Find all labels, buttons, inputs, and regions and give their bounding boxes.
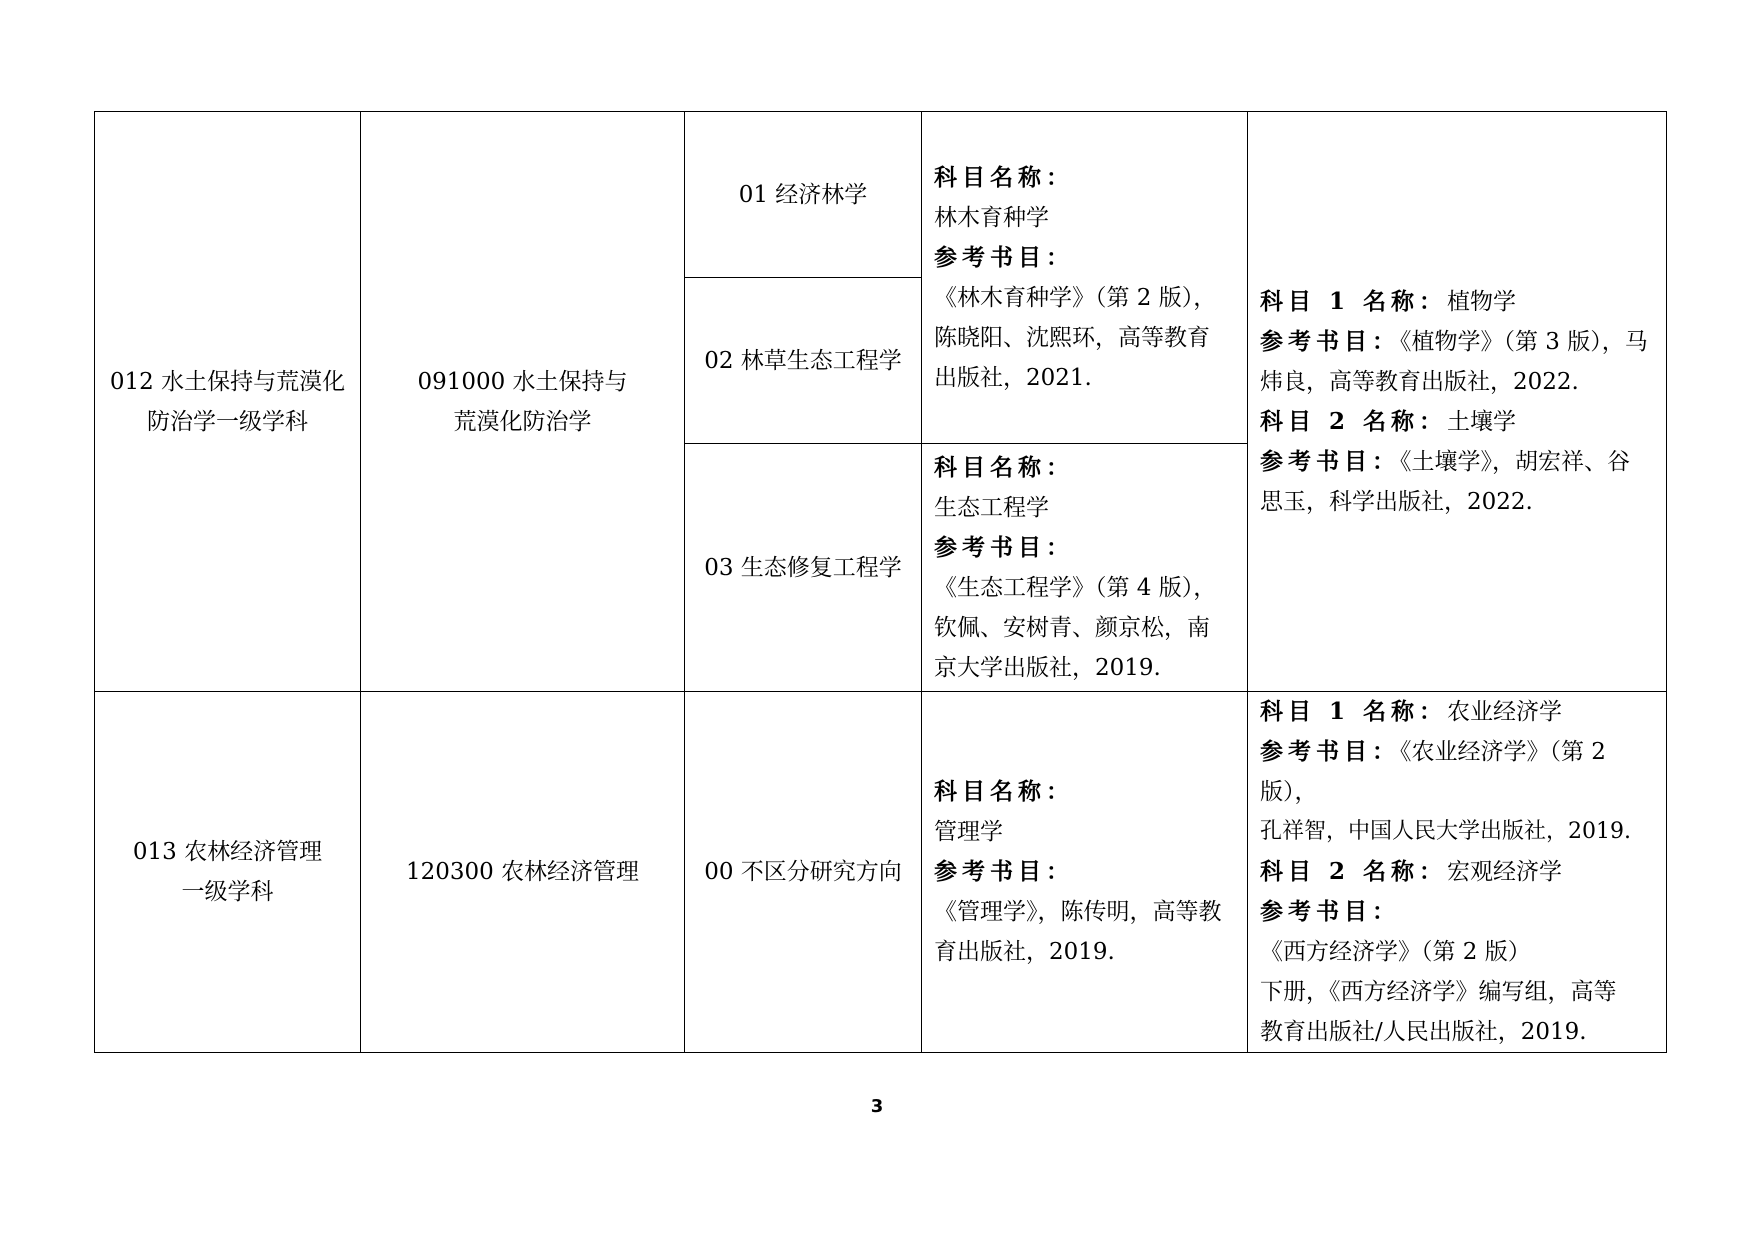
retest-label: 科目 2 名称：	[1260, 407, 1448, 435]
direction-cell: 00 不区分研究方向	[685, 692, 922, 1053]
book-line: 《生态工程学》（第 4 版），	[934, 574, 1217, 601]
retest-label: 参考书目：	[1260, 738, 1400, 765]
books-label: 参考书目：	[934, 858, 1074, 885]
discipline-line: 防治学一级学科	[147, 408, 308, 435]
books-label: 参考书目：	[934, 243, 1074, 271]
retest-label: 参考书目：	[1260, 898, 1400, 925]
retest-label: 参考书目：	[1260, 327, 1400, 355]
programs-table	[94, 111, 1667, 1053]
book-line: 陈晓阳、沈熙环，高等教育	[934, 324, 1210, 351]
retest-text: 宏观经济学	[1447, 859, 1563, 885]
retest-text: 思玉，科学出版社，2022.	[1260, 488, 1533, 515]
direction-cell: 01 经济林学	[685, 112, 922, 278]
retest-cell	[1248, 112, 1667, 692]
retest-cell	[1248, 692, 1667, 1053]
discipline-line: 012 水土保持与荒漠化	[109, 368, 346, 395]
book-line: 《林木育种学》（第 2 版），	[934, 284, 1217, 311]
retest-text: 炜良，高等教育出版社，2022.	[1260, 368, 1579, 395]
retest-text: 《土壤学》，胡宏祥、谷	[1400, 448, 1630, 475]
book-line: 京大学出版社，2019.	[934, 654, 1161, 681]
subject-name: 林木育种学	[934, 204, 1049, 231]
retest-text: 土壤学	[1447, 408, 1517, 435]
major-cell	[361, 692, 685, 1053]
exam-cell	[922, 692, 1248, 1053]
direction-cell: 03 生态修复工程学	[685, 444, 922, 692]
book-line: 育出版社，2019.	[934, 939, 1115, 965]
books-label: 参考书目：	[934, 533, 1074, 561]
subject-label: 科目名称：	[934, 778, 1074, 805]
major-line: 荒漠化防治学	[453, 408, 592, 435]
direction-cell: 02 林草生态工程学	[685, 278, 922, 444]
subject-label: 科目名称：	[934, 453, 1074, 481]
page-number: 3	[870, 1096, 884, 1117]
discipline-line: 013 农林经济管理	[132, 839, 323, 865]
subject-name: 管理学	[934, 819, 1003, 845]
retest-text: 《西方经济学》（第 2 版）	[1260, 939, 1531, 965]
retest-label: 科目 1 名称：	[1260, 287, 1448, 315]
book-line: 《管理学》，陈传明，高等教	[934, 899, 1222, 925]
retest-text: 孔祥智，中国人民大学出版社，2019.	[1260, 819, 1631, 844]
retest-text: 教育出版社/人民出版社，2019.	[1260, 1019, 1587, 1045]
retest-label: 参考书目：	[1260, 447, 1400, 475]
book-line: 钦佩、安树青、颜京松，南	[934, 614, 1210, 641]
discipline-line: 一级学科	[181, 879, 274, 905]
retest-text: 《植物学》（第 3 版），马	[1400, 328, 1648, 355]
exam-cell	[922, 444, 1248, 692]
discipline-cell	[95, 692, 361, 1053]
retest-label: 科目 2 名称：	[1260, 858, 1448, 885]
retest-text: 农业经济学	[1447, 699, 1563, 725]
exam-cell	[922, 112, 1248, 444]
retest-text: 《农业经济学》（第 2 版），	[1260, 739, 1606, 805]
discipline-cell	[95, 112, 361, 692]
major-line: 091000 水土保持与	[417, 368, 628, 395]
subject-label: 科目名称：	[934, 163, 1074, 191]
table-row	[95, 112, 1667, 278]
major-cell	[361, 112, 685, 692]
book-line: 出版社，2021.	[934, 364, 1092, 391]
retest-text: 植物学	[1447, 288, 1517, 315]
table-row	[95, 692, 1667, 1053]
retest-label: 科目 1 名称：	[1260, 698, 1448, 725]
subject-name: 生态工程学	[934, 494, 1049, 521]
major-line: 120300 农林经济管理	[405, 859, 640, 885]
retest-text: 下册，《西方经济学》编写组，高等	[1260, 979, 1617, 1005]
